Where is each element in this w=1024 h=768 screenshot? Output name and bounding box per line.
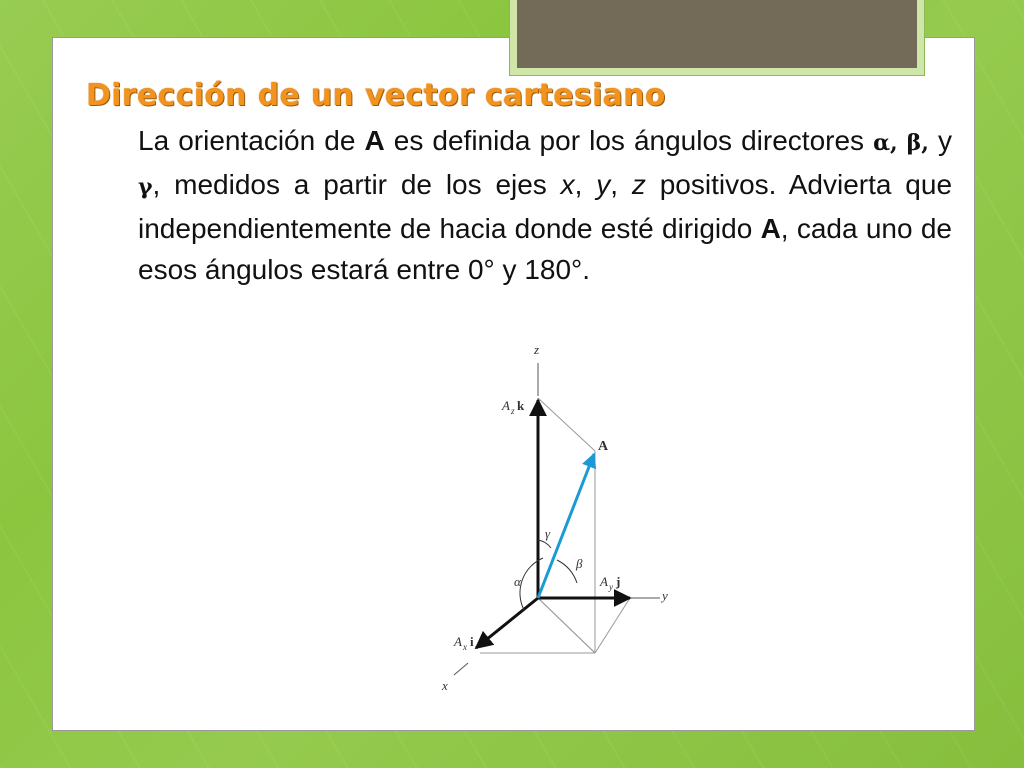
vector-direction-diagram <box>430 338 680 698</box>
text-run: es definida por los ángulos directores <box>384 125 874 156</box>
vector-A-bold: A <box>760 213 781 244</box>
projection-line <box>538 598 595 653</box>
x-axis-line <box>454 663 468 675</box>
beta-symbol: β, <box>906 130 929 156</box>
y-axis-label: y <box>662 588 668 603</box>
axes <box>454 363 660 675</box>
alpha-symbol: α, <box>873 130 907 156</box>
Ax-subscript: x <box>463 642 467 652</box>
gamma-symbol: γ <box>138 174 153 200</box>
unit-i-label: i <box>470 634 474 649</box>
projection-line <box>538 398 595 451</box>
text-run: La orientación de <box>138 125 365 156</box>
Ay-label: A <box>600 574 608 589</box>
axis-z-italic: z <box>631 169 646 200</box>
z-axis-label: z <box>534 342 540 357</box>
slide-title: Dirección de un vector cartesiano <box>86 78 666 113</box>
x-axis-label: x <box>442 678 448 693</box>
decorative-tab-fill <box>517 0 917 68</box>
vector-A-bold: A <box>364 125 385 156</box>
beta-arc <box>557 560 577 583</box>
body-paragraph <box>138 120 952 290</box>
unit-j-label: j <box>616 574 621 589</box>
text-run: , cada uno de esos ángulos estará entre 0° y 180°. <box>138 213 952 285</box>
projection-lines <box>480 398 630 653</box>
axis-y-italic: y <box>596 169 611 200</box>
beta-label: β <box>576 556 583 571</box>
vector-A-label: A <box>598 439 609 454</box>
Az-label: A <box>502 398 510 413</box>
text-run: , medidos a partir de los ejes <box>152 169 561 200</box>
projection-line <box>595 598 630 653</box>
gamma-arc <box>538 540 551 548</box>
alpha-label: α <box>514 574 521 589</box>
unit-k-label: k <box>517 398 525 413</box>
axis-x-italic: x <box>560 169 575 200</box>
text-run: positivos. Advierta que independientemente de hacia donde esté dirigido <box>138 169 953 244</box>
Ax-label: A <box>454 634 462 649</box>
gamma-label: γ <box>545 526 551 541</box>
text-run: y <box>928 125 953 156</box>
Ay-subscript: y <box>609 582 613 592</box>
text-run: , <box>574 169 597 200</box>
decorative-tab <box>509 0 925 76</box>
text-run: , <box>610 169 632 200</box>
Ax-component-arrow <box>476 598 538 648</box>
Az-subscript: z <box>511 406 515 416</box>
